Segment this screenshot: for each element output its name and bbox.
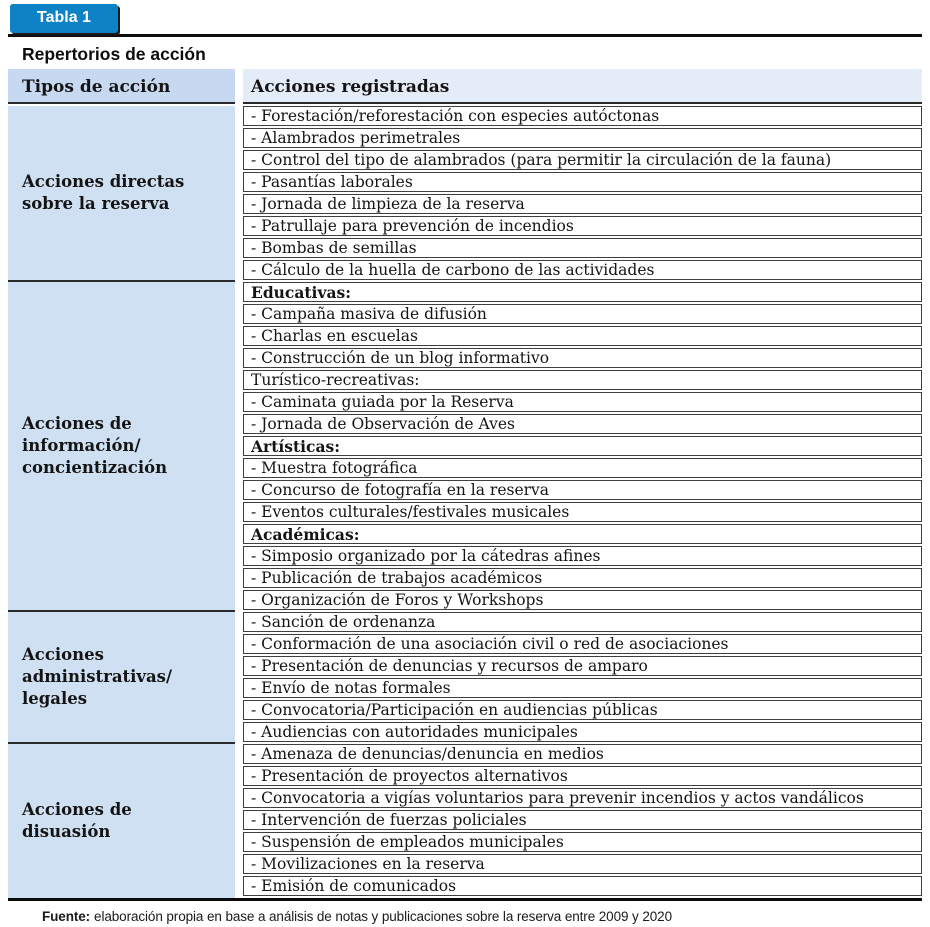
action-row: - Simposio organizado por la cátedras afines [243,546,922,566]
action-row: - Emisión de comunicados [243,876,922,896]
action-row: - Construcción de un blog informativo [243,348,922,368]
action-row: - Concurso de fotografía en la reserva [243,480,922,500]
table-number-badge: Tabla 1 [10,4,118,33]
table-section [8,744,922,898]
category-row: Educativas: [243,282,922,302]
action-row: - Amenaza de denuncias/denuncia en medios [243,744,922,764]
action-row: - Pasantías laborales [243,172,922,192]
action-type-cell: Acciones administrativas/ legales [8,612,235,744]
top-rule [8,34,922,37]
action-type-cell: Acciones de disuasión [8,744,235,898]
action-row: - Forestación/reforestación con especies autóctonas [243,106,922,126]
action-type-cell: Acciones directas sobre la reserva [8,106,235,282]
action-row: - Bombas de semillas [243,238,922,258]
action-repertoire-table [8,69,922,901]
action-row: - Caminata guiada por la Reserva [243,392,922,412]
table-section [8,612,922,744]
source-label: Fuente: [42,909,91,924]
action-row: - Presentación de denuncias y recursos de amparo [243,656,922,676]
action-type-cell: Acciones de información/ concientización [8,282,235,612]
source-text: elaboración propia en base a análisis de notas y publicaciones sobre la reserva entre 2009 y 2020 [94,909,672,924]
actions-rows [243,106,922,282]
category-row: Académicas: [243,524,922,544]
table-section [8,282,922,612]
action-row: - Audiencias con autoridades municipales [243,722,922,742]
actions-rows [243,744,922,898]
table-body [8,106,922,898]
header-cell-tipos: Tipos de acción [8,69,235,104]
action-row: - Envío de notas formales [243,678,922,698]
action-row: - Cálculo de la huella de carbono de las actividades [243,260,922,280]
table-title: Repertorios de acción [22,44,206,64]
action-row: - Alambrados perimetrales [243,128,922,148]
category-row: Turístico-recreativas: [243,370,922,390]
action-row: - Publicación de trabajos académicos [243,568,922,588]
actions-rows [243,612,922,744]
action-row: - Jornada de Observación de Aves [243,414,922,434]
action-row: - Jornada de limpieza de la reserva [243,194,922,214]
action-row: - Movilizaciones en la reserva [243,854,922,874]
actions-rows [243,282,922,612]
action-row: - Patrullaje para prevención de incendios [243,216,922,236]
action-row: - Eventos culturales/festivales musicales [243,502,922,522]
category-row: Artísticas: [243,436,922,456]
action-row: - Presentación de proyectos alternativos [243,766,922,786]
table-header-row [8,69,922,104]
source-note [42,909,922,924]
action-row: - Conformación de una asociación civil o red de asociaciones [243,634,922,654]
action-row: - Suspensión de empleados municipales [243,832,922,852]
header-cell-acciones: Acciones registradas [243,69,922,104]
action-row: - Convocatoria/Participación en audiencias públicas [243,700,922,720]
action-row: - Charlas en escuelas [243,326,922,346]
action-row: - Organización de Foros y Workshops [243,590,922,610]
action-row: - Sanción de ordenanza [243,612,922,632]
action-row: - Muestra fotográfica [243,458,922,478]
table-section [8,106,922,282]
action-row: - Intervención de fuerzas policiales [243,810,922,830]
action-row: - Campaña masiva de difusión [243,304,922,324]
action-row: - Convocatoria a vigías voluntarios para prevenir incendios y actos vandálicos [243,788,922,808]
action-row: - Control del tipo de alambrados (para permitir la circulación de la fauna) [243,150,922,170]
